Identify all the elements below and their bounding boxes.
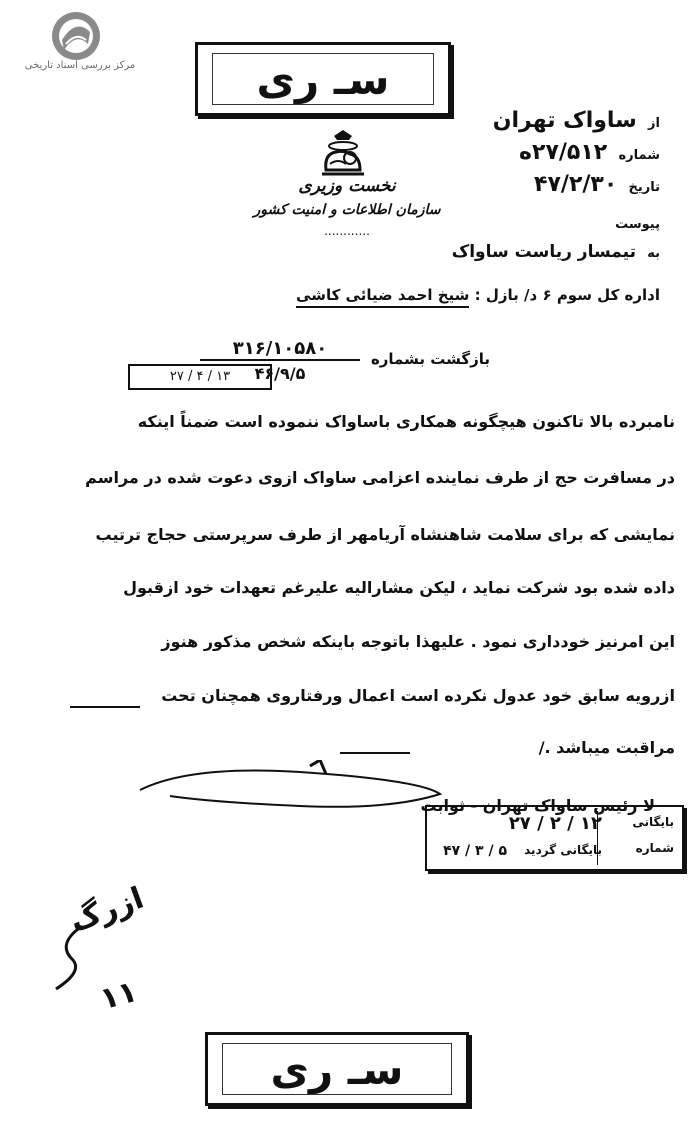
archive-logo-icon <box>50 10 102 62</box>
attachment-field <box>370 214 660 232</box>
to-value: تیمسار ریاست ساواک <box>451 242 636 262</box>
to-field <box>370 242 660 262</box>
classification-text-top: سـ ری <box>256 54 390 104</box>
body-line-2: در مسافرت حج از طرف نماینده اعزامی ساواک ازوی دعوت شده در مراسم <box>85 468 675 487</box>
filed-number-value: ۱۲ / ۲ / ۲۷ <box>508 813 602 834</box>
reference-number: ۳۱۶/۱۰۵۸۰ <box>200 338 360 361</box>
number-field <box>370 140 660 165</box>
filed-office-label: بایگانی <box>632 815 674 829</box>
signature-text: رئیس ساواک تهران - ثوابت <box>420 796 638 815</box>
classification-stamp-bottom <box>205 1032 469 1106</box>
classification-stamp-top <box>195 42 451 116</box>
to-label: به <box>647 246 660 261</box>
handwritten-note: ازرگ <box>65 880 149 940</box>
lion-and-sun-emblem-icon <box>316 128 370 180</box>
attachment-label: پیوست <box>615 217 660 232</box>
subject-topic: شیخ احمد ضیائی کاشی <box>296 286 469 308</box>
body-line-5: این امرنیز خودداری نمود . علیهذا باتوجه باینکه شخص مذکور هنوز <box>161 632 675 651</box>
from-label: از <box>648 116 660 131</box>
reference-label: بازگشت بشماره <box>370 350 490 368</box>
date-value: ۴۷/۲/۳۰ <box>534 172 618 197</box>
stamp-frame <box>212 53 434 105</box>
body-line-6: ازرویه سابق خود عدول نکرده است اعمال ورفتاروی همچنان تحت <box>161 686 675 705</box>
from-field <box>370 108 660 133</box>
watermark-text: مرکز بررسی اسناد تاریخی <box>24 60 136 71</box>
filed-number-label: شماره <box>635 841 674 855</box>
classification-text-bottom: سـ ری <box>270 1044 404 1094</box>
line-filler <box>70 706 140 708</box>
body-line-4: داده شده بود شرکت نماید ، لیکن مشارالیه علیرغم تعهدات خود ازقبول <box>123 578 675 597</box>
body-line-1: نامبرده بالا تاکنون هیچگونه همکاری باساواک ننموده است ضمناً اینکه <box>137 412 675 431</box>
reference-box: ۲۷ / ۴ / ۱۳ <box>128 364 272 390</box>
number-value: ۲۷/۵۱۲ه <box>519 140 608 165</box>
handwritten-number: ۱۱ <box>96 973 141 1018</box>
handwritten-stroke <box>48 925 88 995</box>
subject-dept: اداره کل سوم ۶ د/ بازل <box>485 286 660 304</box>
filed-stamp <box>425 805 684 871</box>
body-line-3: نمایشی که برای سلامت شاهنشاه آریامهر از طرف سرپرستی حجاج ترتیب <box>95 525 675 544</box>
org-savak: سازمان اطلاعات و امنیت کشور <box>253 202 441 218</box>
stamp-frame <box>222 1043 452 1095</box>
subject-line: اداره کل سوم ۶ د/ بازل : شیخ احمد ضیائی کاشی <box>120 286 660 304</box>
org-department: ............ <box>324 224 370 238</box>
signature-initials: لا <box>643 796 655 815</box>
body-line-7: مراقبت میباشد ./ <box>538 738 675 757</box>
org-prime-ministry: نخست وزیری <box>298 176 396 196</box>
from-value: ساواک تهران <box>492 108 637 133</box>
number-label: شماره <box>618 148 660 163</box>
line-filler <box>340 752 410 754</box>
filed-date-label: بایگانی گردید <box>524 843 602 857</box>
date-field <box>370 172 660 197</box>
filed-date-value: ۵ / ۳ / ۴۷ <box>443 843 507 859</box>
date-label: تاریخ <box>628 180 660 195</box>
stamp-divider <box>597 811 598 865</box>
reference-date: ۴۶/۹/۵ <box>254 364 306 383</box>
